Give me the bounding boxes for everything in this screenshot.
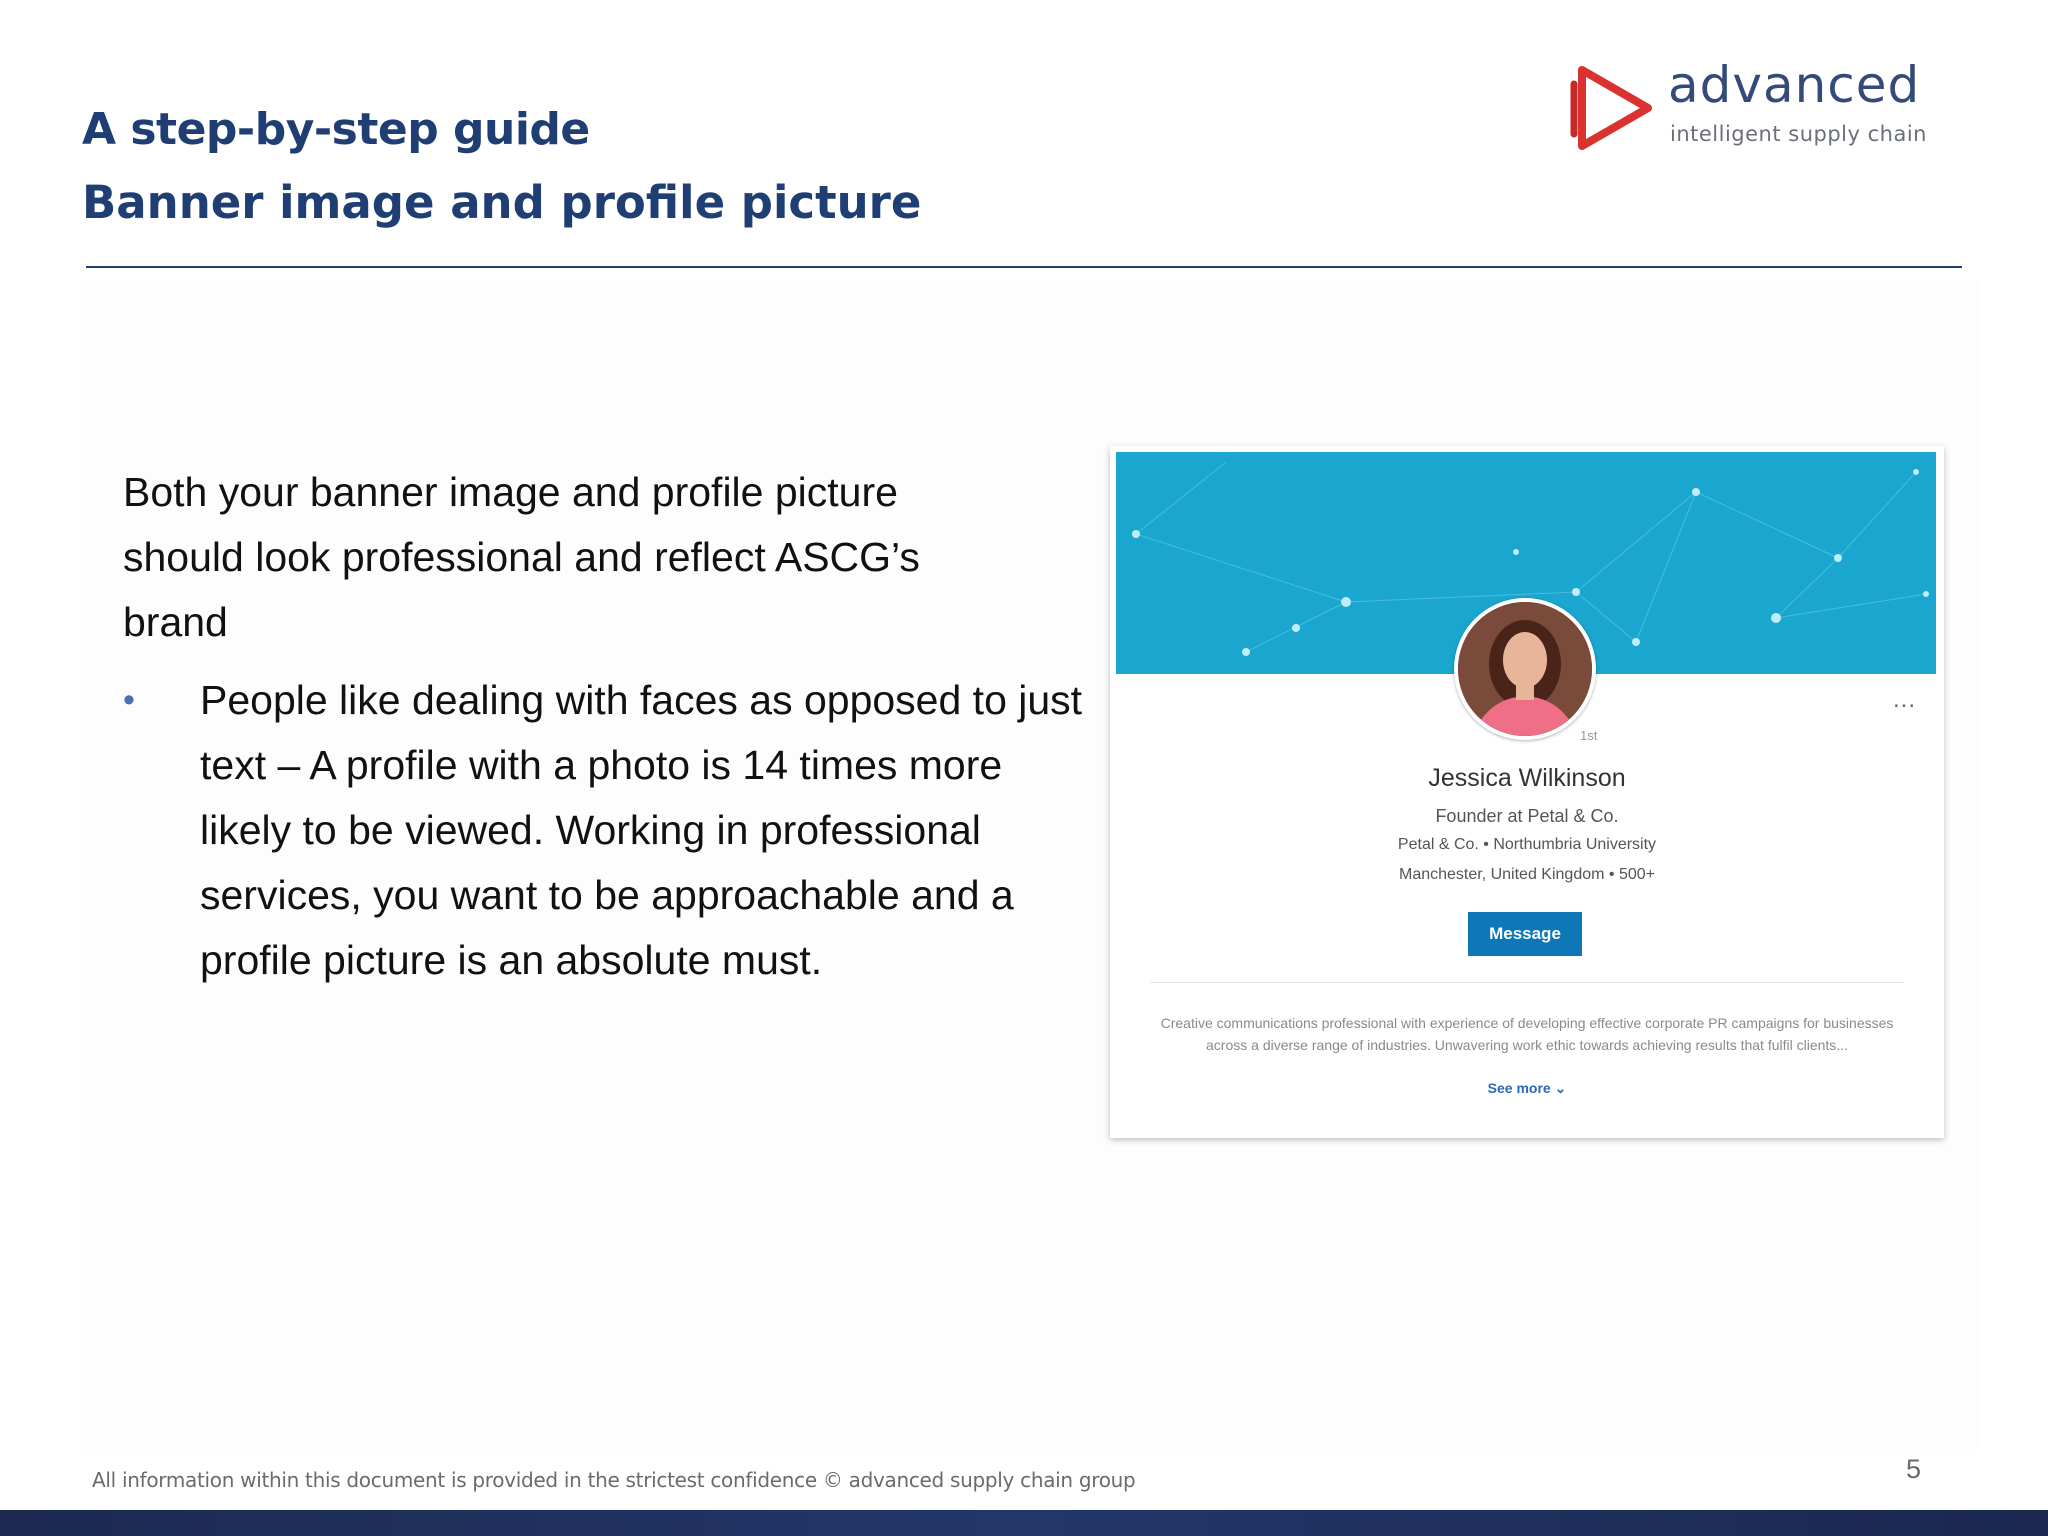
bullet-text: People like dealing with faces as opposed to just text – A profile with a photo is 14 times more likely to be viewed. Working in professional services, you want to be approachable and a profile picture is an absolute must. (200, 677, 1083, 983)
bullet-dot-icon: • (123, 681, 135, 719)
profile-name: Jessica Wilkinson (1428, 764, 1626, 792)
profile-headline: Founder at Petal & Co. (1435, 806, 1619, 826)
footer-bar (0, 1510, 2048, 1536)
logo-mark-icon (1568, 64, 1660, 154)
message-button: Message (1468, 912, 1582, 956)
header-divider (86, 266, 1962, 268)
company-logo (1568, 56, 1932, 160)
profile-photo (1454, 598, 1596, 740)
confidentiality-footer: All information within this document is provided in the strictest confidence © advanced supply chain group (92, 1468, 1136, 1492)
profile-card-screenshot (1110, 446, 1944, 1138)
slide-title: A step-by-step guide (82, 104, 590, 155)
see-more-link: See more ⌄ (1487, 1080, 1567, 1096)
more-options-icon: ... (1892, 686, 1916, 713)
person-photo-graphic (1458, 602, 1592, 736)
logo-wordmark: advanced (1668, 56, 1921, 114)
card-divider (1150, 982, 1904, 983)
page-number: 5 (1906, 1454, 1922, 1484)
profile-company-school: Petal & Co. • Northumbria University (1397, 836, 1657, 853)
logo-tagline: intelligent supply chain (1670, 122, 1927, 146)
intro-paragraph: Both your banner image and profile picture should look professional and reflect ASCG’s brand (123, 469, 920, 645)
profile-summary: Creative communications professional with experience of developing effective corporate PR campaigns for businesses across a diverse range of industries. Unwavering work ethic towards achieving results that fulfil clients... (1160, 1015, 1894, 1053)
connection-degree: 1st (1580, 728, 1598, 743)
slide-subtitle: Banner image and profile picture (82, 176, 922, 229)
profile-location: Manchester, United Kingdom • 500+ (1399, 866, 1655, 883)
